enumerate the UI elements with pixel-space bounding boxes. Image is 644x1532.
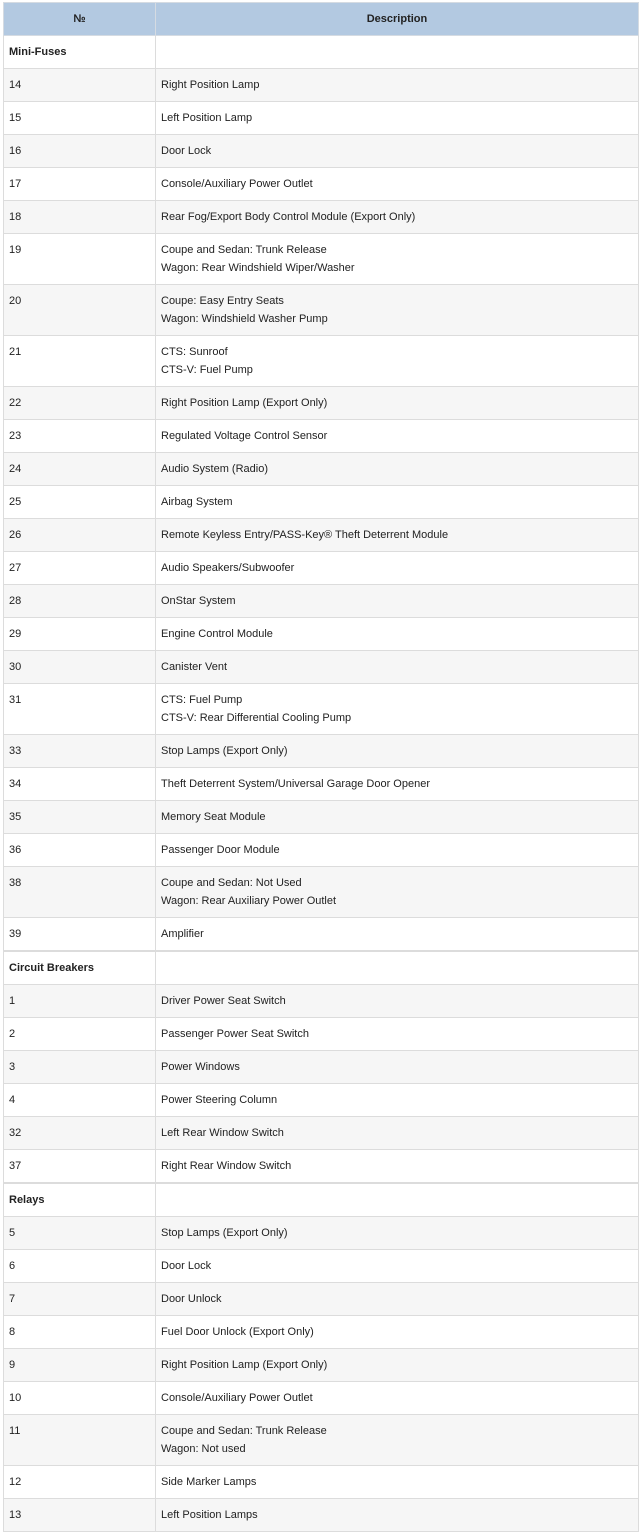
fuse-number: 1 bbox=[4, 985, 156, 1018]
fuse-number: 17 bbox=[4, 168, 156, 201]
description-line: Stop Lamps (Export Only) bbox=[161, 1227, 288, 1239]
fuse-number: 25 bbox=[4, 486, 156, 519]
group-header-row bbox=[4, 1184, 639, 1217]
fuse-description bbox=[156, 519, 639, 552]
fuse-number: 13 bbox=[4, 1499, 156, 1532]
fuse-description bbox=[156, 1415, 639, 1466]
fuse-description bbox=[156, 801, 639, 834]
fuse-number: 6 bbox=[4, 1250, 156, 1283]
fuse-number: 24 bbox=[4, 453, 156, 486]
fuse-number: 38 bbox=[4, 867, 156, 918]
fuse-number: 10 bbox=[4, 1382, 156, 1415]
description-line: OnStar System bbox=[161, 595, 236, 607]
description-line: Driver Power Seat Switch bbox=[161, 995, 286, 1007]
table-row bbox=[4, 651, 639, 684]
description-line: Right Position Lamp bbox=[161, 79, 260, 91]
table-row bbox=[4, 1117, 639, 1150]
table-row bbox=[4, 1382, 639, 1415]
fuse-description bbox=[156, 585, 639, 618]
fuse-description bbox=[156, 1466, 639, 1499]
fuse-description bbox=[156, 1499, 639, 1532]
group-header-row bbox=[4, 36, 639, 69]
description-line: Memory Seat Module bbox=[161, 811, 266, 823]
table-row bbox=[4, 1415, 639, 1466]
table-row bbox=[4, 234, 639, 285]
table-row bbox=[4, 168, 639, 201]
fuse-number: 32 bbox=[4, 1117, 156, 1150]
table-row bbox=[4, 420, 639, 453]
description-line: Wagon: Windshield Washer Pump bbox=[161, 313, 328, 325]
description-line: Left Position Lamp bbox=[161, 112, 253, 124]
description-line: CTS-V: Rear Differential Cooling Pump bbox=[161, 712, 352, 724]
description-line: CTS: Sunroof bbox=[161, 346, 228, 358]
table-row bbox=[4, 69, 639, 102]
fuse-description bbox=[156, 651, 639, 684]
fuse-number: 5 bbox=[4, 1217, 156, 1250]
fuse-number: 4 bbox=[4, 1084, 156, 1117]
description-line: Rear Fog/Export Body Control Module (Export Only) bbox=[161, 211, 416, 223]
description-line: Console/Auxiliary Power Outlet bbox=[161, 178, 313, 190]
table-row bbox=[4, 1217, 639, 1250]
fuse-number: 31 bbox=[4, 684, 156, 735]
fuse-number: 21 bbox=[4, 336, 156, 387]
description-line: Theft Deterrent System/Universal Garage Door Opener bbox=[161, 778, 431, 790]
description-line: Stop Lamps (Export Only) bbox=[161, 745, 288, 757]
fuse-description bbox=[156, 1184, 639, 1217]
table-row bbox=[4, 1283, 639, 1316]
fuse-description bbox=[156, 102, 639, 135]
fuse-number: 8 bbox=[4, 1316, 156, 1349]
fuse-description bbox=[156, 985, 639, 1018]
table-row bbox=[4, 453, 639, 486]
description-line: Fuel Door Unlock (Export Only) bbox=[161, 1326, 314, 1338]
fuse-number: 37 bbox=[4, 1150, 156, 1183]
fuse-number: 33 bbox=[4, 735, 156, 768]
fuse-number: 35 bbox=[4, 801, 156, 834]
group-title: Mini-Fuses bbox=[4, 36, 156, 69]
table-row bbox=[4, 768, 639, 801]
fuse-description bbox=[156, 735, 639, 768]
table-row bbox=[4, 1499, 639, 1532]
table-row bbox=[4, 102, 639, 135]
table-row bbox=[4, 684, 639, 735]
fuse-number: 23 bbox=[4, 420, 156, 453]
description-line: Left Rear Window Switch bbox=[161, 1127, 284, 1139]
header-number: № bbox=[4, 3, 156, 36]
fuse-description bbox=[156, 336, 639, 387]
group-title: Relays bbox=[4, 1184, 156, 1217]
description-line: Amplifier bbox=[161, 928, 204, 940]
group-header-row bbox=[4, 952, 639, 985]
fuse-description bbox=[156, 234, 639, 285]
fuse-number: 2 bbox=[4, 1018, 156, 1051]
description-line: Door Lock bbox=[161, 1260, 212, 1272]
table-row bbox=[4, 135, 639, 168]
fuse-description bbox=[156, 552, 639, 585]
fuse-number: 29 bbox=[4, 618, 156, 651]
description-line: Audio System (Radio) bbox=[161, 463, 268, 475]
description-line: Coupe: Easy Entry Seats bbox=[161, 295, 284, 307]
group-title: Circuit Breakers bbox=[4, 952, 156, 985]
table-row bbox=[4, 486, 639, 519]
description-line: Door Unlock bbox=[161, 1293, 222, 1305]
fuse-description bbox=[156, 1018, 639, 1051]
fuse-number: 18 bbox=[4, 201, 156, 234]
table-row bbox=[4, 285, 639, 336]
description-line: Side Marker Lamps bbox=[161, 1476, 257, 1488]
table-body bbox=[4, 36, 639, 1532]
fuse-description bbox=[156, 201, 639, 234]
fuse-description bbox=[156, 1349, 639, 1382]
fuse-number: 3 bbox=[4, 1051, 156, 1084]
table-header-row bbox=[4, 3, 639, 36]
table-row bbox=[4, 801, 639, 834]
fuse-description bbox=[156, 69, 639, 102]
fuse-number: 7 bbox=[4, 1283, 156, 1316]
fuse-number: 16 bbox=[4, 135, 156, 168]
fuse-description bbox=[156, 1283, 639, 1316]
table-row bbox=[4, 1316, 639, 1349]
fuse-number: 27 bbox=[4, 552, 156, 585]
description-line: Right Position Lamp (Export Only) bbox=[161, 1359, 328, 1371]
fuse-table bbox=[3, 2, 639, 1532]
description-line: Right Position Lamp (Export Only) bbox=[161, 397, 328, 409]
fuse-description bbox=[156, 834, 639, 867]
description-line: Left Position Lamps bbox=[161, 1509, 258, 1521]
fuse-description bbox=[156, 1051, 639, 1084]
table-row bbox=[4, 1018, 639, 1051]
fuse-number: 30 bbox=[4, 651, 156, 684]
description-line: CTS: Fuel Pump bbox=[161, 694, 243, 706]
fuse-description bbox=[156, 1117, 639, 1150]
description-line: Canister Vent bbox=[161, 661, 228, 673]
description-line: Audio Speakers/Subwoofer bbox=[161, 562, 295, 574]
description-line: Coupe and Sedan: Trunk Release bbox=[161, 1425, 327, 1437]
table-row bbox=[4, 201, 639, 234]
table-row bbox=[4, 918, 639, 951]
description-line: Power Steering Column bbox=[161, 1094, 278, 1106]
fuse-description bbox=[156, 135, 639, 168]
fuse-number: 36 bbox=[4, 834, 156, 867]
fuse-number: 39 bbox=[4, 918, 156, 951]
fuse-description bbox=[156, 684, 639, 735]
fuse-description bbox=[156, 168, 639, 201]
table-row bbox=[4, 585, 639, 618]
table-row bbox=[4, 387, 639, 420]
table-row bbox=[4, 1466, 639, 1499]
table-row bbox=[4, 1051, 639, 1084]
fuse-number: 12 bbox=[4, 1466, 156, 1499]
table-row bbox=[4, 618, 639, 651]
table-row bbox=[4, 1084, 639, 1117]
description-line: CTS-V: Fuel Pump bbox=[161, 364, 253, 376]
table-row bbox=[4, 336, 639, 387]
fuse-description bbox=[156, 387, 639, 420]
description-line: Power Windows bbox=[161, 1061, 240, 1073]
table-row bbox=[4, 519, 639, 552]
fuse-description bbox=[156, 918, 639, 951]
fuse-description bbox=[156, 1084, 639, 1117]
fuse-description bbox=[156, 1150, 639, 1183]
fuse-description bbox=[156, 1382, 639, 1415]
description-line: Coupe and Sedan: Trunk Release bbox=[161, 244, 327, 256]
table-row bbox=[4, 867, 639, 918]
fuse-number: 11 bbox=[4, 1415, 156, 1466]
description-line: Regulated Voltage Control Sensor bbox=[161, 430, 328, 442]
description-line: Remote Keyless Entry/PASS-Key® Theft Deterrent Module bbox=[161, 529, 449, 541]
fuse-description bbox=[156, 1316, 639, 1349]
fuse-description bbox=[156, 867, 639, 918]
description-line: Wagon: Rear Auxiliary Power Outlet bbox=[161, 895, 337, 907]
description-line: Passenger Door Module bbox=[161, 844, 280, 856]
description-line: Console/Auxiliary Power Outlet bbox=[161, 1392, 313, 1404]
description-line: Door Lock bbox=[161, 145, 212, 157]
description-line: Wagon: Not used bbox=[161, 1443, 246, 1455]
fuse-description bbox=[156, 1217, 639, 1250]
fuse-description bbox=[156, 1250, 639, 1283]
table-row bbox=[4, 985, 639, 1018]
fuse-description bbox=[156, 618, 639, 651]
header-description: Description bbox=[156, 3, 639, 36]
fuse-number: 14 bbox=[4, 69, 156, 102]
description-line: Coupe and Sedan: Not Used bbox=[161, 877, 302, 889]
fuse-number: 22 bbox=[4, 387, 156, 420]
description-line: Engine Control Module bbox=[161, 628, 273, 640]
fuse-number: 9 bbox=[4, 1349, 156, 1382]
fuse-number: 15 bbox=[4, 102, 156, 135]
fuse-number: 28 bbox=[4, 585, 156, 618]
table-row bbox=[4, 1150, 639, 1183]
table-row bbox=[4, 1250, 639, 1283]
fuse-number: 19 bbox=[4, 234, 156, 285]
fuse-description bbox=[156, 453, 639, 486]
table-row bbox=[4, 1349, 639, 1382]
description-line: Passenger Power Seat Switch bbox=[161, 1028, 309, 1040]
table-row bbox=[4, 735, 639, 768]
fuse-description bbox=[156, 285, 639, 336]
table-row bbox=[4, 552, 639, 585]
fuse-description bbox=[156, 952, 639, 985]
fuse-number: 20 bbox=[4, 285, 156, 336]
table-row bbox=[4, 834, 639, 867]
fuse-description bbox=[156, 420, 639, 453]
description-line: Airbag System bbox=[161, 496, 233, 508]
fuse-number: 26 bbox=[4, 519, 156, 552]
fuse-description bbox=[156, 36, 639, 69]
description-line: Wagon: Rear Windshield Wiper/Washer bbox=[161, 262, 355, 274]
fuse-description bbox=[156, 486, 639, 519]
description-line: Right Rear Window Switch bbox=[161, 1160, 292, 1172]
fuse-description bbox=[156, 768, 639, 801]
fuse-number: 34 bbox=[4, 768, 156, 801]
